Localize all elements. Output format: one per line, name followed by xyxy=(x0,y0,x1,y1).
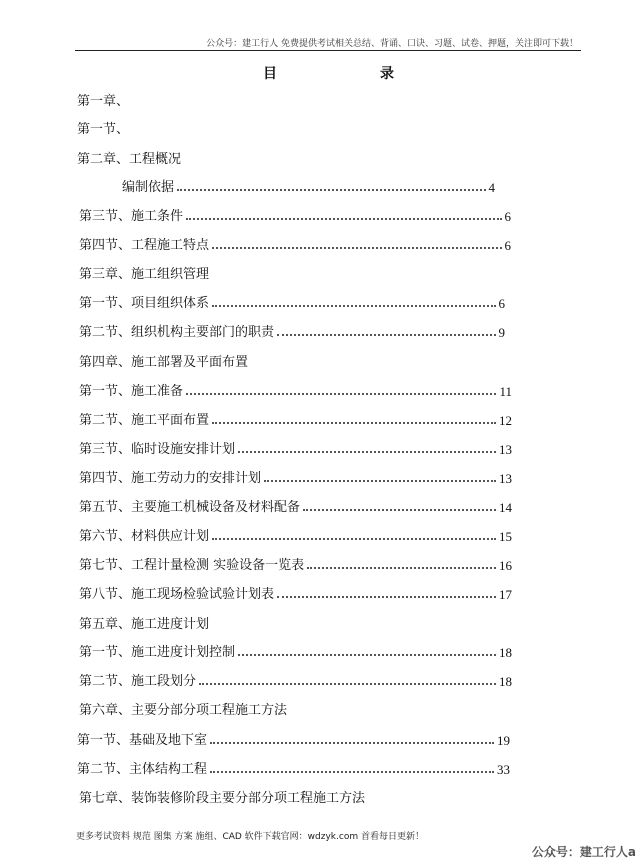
toc-entry[interactable] xyxy=(79,323,505,343)
toc-entry-page: 4 xyxy=(488,180,495,195)
toc-entry[interactable] xyxy=(122,178,495,198)
toc-entry-page: 17 xyxy=(499,587,512,602)
toc-entry-label: 第七章、装饰装修阶段主要分部分项工程施工方法 xyxy=(79,791,366,806)
toc-entry-label: 第三节、临时设施安排计划 xyxy=(79,442,236,457)
toc-entry[interactable] xyxy=(79,672,512,692)
toc-leader-dots xyxy=(277,334,495,336)
toc-leader-dots xyxy=(264,480,496,482)
toc-entry[interactable] xyxy=(79,411,512,431)
toc-leader-dots xyxy=(238,654,496,656)
toc-entry-page: 13 xyxy=(499,471,512,486)
toc-entry[interactable] xyxy=(77,150,181,170)
toc-entry-label: 第六节、材料供应计划 xyxy=(79,529,210,544)
toc-entry[interactable] xyxy=(77,731,510,751)
toc-entry-label: 第一节、项目组织体系 xyxy=(79,296,210,311)
toc-leader-dots xyxy=(238,451,496,453)
toc-entry[interactable] xyxy=(79,469,512,489)
toc-leader-dots xyxy=(277,596,496,598)
toc-entry-label: 第八节、施工现场检验试验计划表 xyxy=(79,587,275,602)
watermark: 公众号：建工行人a xyxy=(531,845,636,859)
toc-entry[interactable] xyxy=(77,760,510,780)
toc-entry-label: 第一节、 xyxy=(77,122,130,137)
toc-entry[interactable] xyxy=(79,440,512,460)
toc-entry-label: 第五节、主要施工机械设备及材料配备 xyxy=(79,500,301,515)
toc-title-part2: 录 xyxy=(380,66,394,82)
toc-entry[interactable] xyxy=(79,498,512,518)
toc-leader-dots xyxy=(186,218,501,220)
toc-entry-label: 第二节、组织机构主要部门的职责 xyxy=(79,325,275,340)
toc-entry-page: 33 xyxy=(497,762,510,777)
toc-entry-page: 11 xyxy=(499,384,512,399)
toc-entry-label: 第二节、施工平面布置 xyxy=(79,413,210,428)
toc-entry[interactable] xyxy=(79,294,505,314)
toc-entry-label: 第二节、施工段划分 xyxy=(79,674,197,689)
toc-entry-label: 第二节、主体结构工程 xyxy=(77,762,208,777)
toc-entry[interactable] xyxy=(79,527,512,547)
toc-entry[interactable] xyxy=(79,353,248,373)
toc-entry-label: 第一章、 xyxy=(77,94,130,109)
toc-entry-label: 编制依据 xyxy=(122,180,175,195)
toc-entry-label: 第四章、施工部署及平面布置 xyxy=(79,355,249,370)
toc-entry[interactable] xyxy=(79,265,209,285)
toc-entry[interactable] xyxy=(79,382,512,402)
toc-leader-dots xyxy=(212,538,496,540)
toc-leader-dots xyxy=(186,393,496,395)
toc-entry-page: 12 xyxy=(499,413,512,428)
toc-entry-page: 14 xyxy=(499,500,512,515)
toc-entry-label: 第四节、施工劳动力的安排计划 xyxy=(79,471,262,486)
toc-entry-page: 6 xyxy=(504,238,511,253)
toc-entry-page: 15 xyxy=(499,529,512,544)
toc-entry-page: 9 xyxy=(498,325,505,340)
toc-entry-label: 第一节、施工进度计划控制 xyxy=(79,645,236,660)
header-note: 公众号：建工行人 免费提供考试相关总结、背诵、口诀、习题、试卷、押题，关注即可下载！ xyxy=(206,39,578,49)
toc-entry[interactable] xyxy=(79,615,209,635)
toc-entry-label: 第三节、施工条件 xyxy=(79,209,184,224)
toc-entry-label: 第三章、施工组织管理 xyxy=(79,267,210,282)
toc-leader-dots xyxy=(212,422,496,424)
toc-title xyxy=(0,63,638,81)
toc-entry-label: 第二章、工程概况 xyxy=(77,152,182,167)
toc-leader-dots xyxy=(177,189,485,191)
header-rule xyxy=(75,50,581,51)
toc-entry-label: 第七节、工程计量检测 实验设备一览表 xyxy=(79,558,305,573)
toc-entry[interactable] xyxy=(79,585,512,605)
toc-leader-dots xyxy=(212,247,501,249)
toc-entry-label: 第五章、施工进度计划 xyxy=(79,617,210,632)
toc-entry-page: 6 xyxy=(498,296,505,311)
footer-note: 更多考试资料 规范 图集 方案 施组、CAD 软件下载官网：wdzyk.com 首看每日更新！ xyxy=(76,832,424,842)
toc-entry-label: 第一节、基础及地下室 xyxy=(77,733,208,748)
toc-entry-page: 13 xyxy=(499,442,512,457)
toc-entry-page: 6 xyxy=(504,209,511,224)
toc-entry[interactable] xyxy=(79,789,365,809)
toc-entry[interactable] xyxy=(79,207,511,227)
toc-entry[interactable] xyxy=(77,92,129,112)
toc-title-part1: 目 xyxy=(263,66,277,82)
toc-leader-dots xyxy=(212,305,495,307)
toc-leader-dots xyxy=(307,567,496,569)
toc-entry[interactable] xyxy=(79,643,512,663)
toc-entry-label: 第六章、主要分部分项工程施工方法 xyxy=(79,703,288,718)
toc-entry-label: 第一节、施工准备 xyxy=(79,384,184,399)
toc-entry-page: 16 xyxy=(499,558,512,573)
toc-entry[interactable] xyxy=(77,120,129,140)
toc-leader-dots xyxy=(303,509,496,511)
toc-entry[interactable] xyxy=(79,556,512,576)
toc-entry-label: 第四节、工程施工特点 xyxy=(79,238,210,253)
toc-entry-page: 18 xyxy=(499,674,512,689)
toc-entry[interactable] xyxy=(79,701,287,721)
toc-entry-page: 19 xyxy=(497,733,510,748)
toc-entry-page: 18 xyxy=(499,645,512,660)
toc-entry[interactable] xyxy=(79,236,511,256)
toc-leader-dots xyxy=(210,742,494,744)
toc-leader-dots xyxy=(210,771,494,773)
toc-leader-dots xyxy=(199,683,496,685)
